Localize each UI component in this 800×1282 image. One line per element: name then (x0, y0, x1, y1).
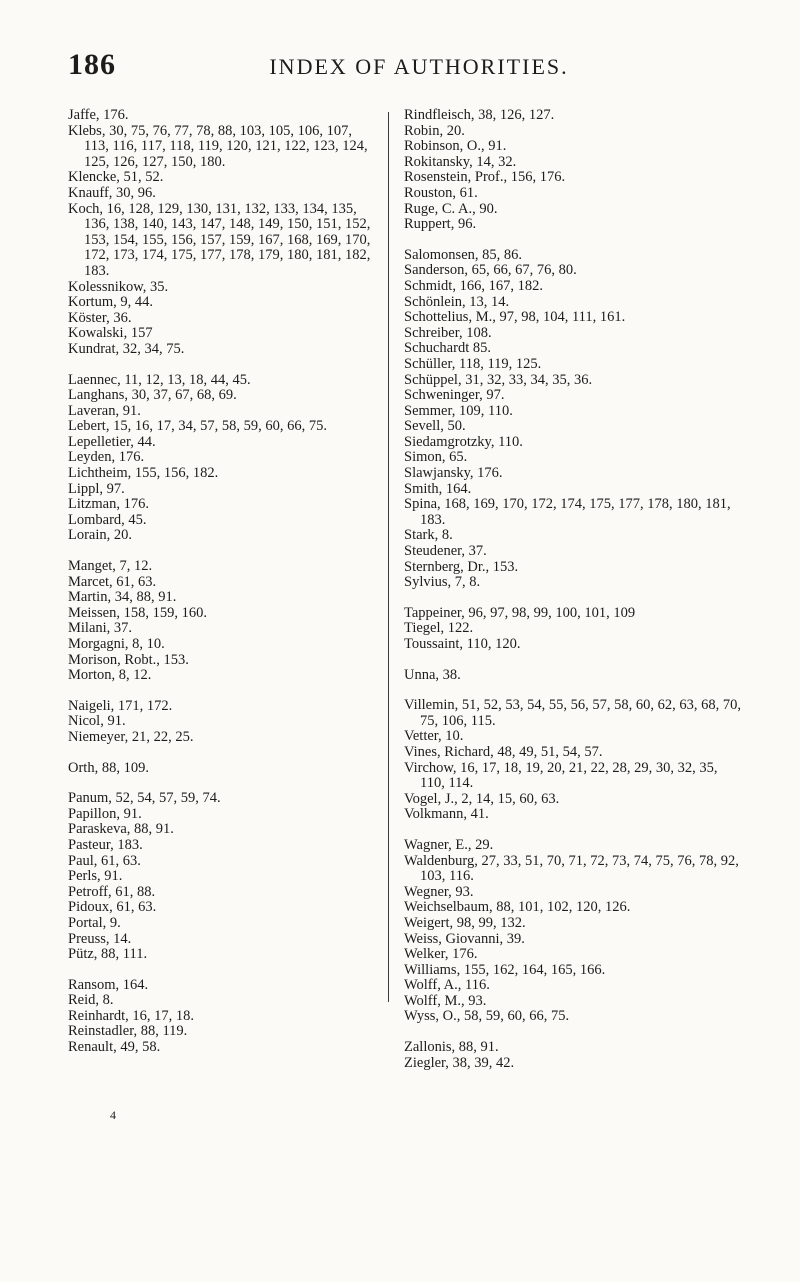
index-entry: Welker, 176. (404, 946, 478, 963)
index-entry: Langhans, 30, 37, 67, 68, 69. (68, 387, 237, 404)
index-letter-group (68, 791, 378, 963)
index-entry: Portal, 9. (68, 914, 121, 931)
index-entry: Wyss, O., 58, 59, 60, 66, 75. (404, 1008, 570, 1025)
index-entry: Steudener, 37. (404, 543, 487, 560)
index-entry: Sternberg, Dr., 153. (404, 558, 519, 575)
index-entry: Wagner, E., 29. (404, 836, 494, 853)
index-entry: Wegner, 93. (404, 883, 474, 900)
index-entry: Perls, 91. (68, 868, 123, 885)
index-entry: Weichselbaum, 88, 101, 102, 120, 126. (404, 899, 631, 916)
index-entry: Manget, 7, 12. (68, 558, 153, 575)
index-entry: Volkmann, 41. (404, 806, 489, 823)
index-entry: Reinstadler, 88, 119. (68, 1023, 188, 1040)
index-letter-group (68, 978, 378, 1056)
index-entry: Rindfleisch, 38, 126, 127. (404, 107, 555, 123)
index-entry: Wolff, M., 93. (404, 992, 487, 1009)
index-entry: Meissen, 158, 159, 160. (68, 604, 207, 621)
index-entry: Slawjansky, 176. (404, 465, 503, 482)
index-entry: Schönlein, 13, 14. (404, 293, 510, 310)
index-entry: Ziegler, 38, 39, 42. (404, 1054, 515, 1071)
index-letter-group (404, 108, 744, 233)
index-entry: Schottelius, M., 97, 98, 104, 111, 161. (404, 309, 626, 326)
index-entry: Salomonsen, 85, 86. (404, 246, 523, 263)
index-entry: Morison, Robt., 153. (68, 651, 189, 668)
index-entry: Rokitansky, 14, 32. (404, 153, 517, 170)
index-letter-group (404, 606, 744, 653)
index-entry: Siedamgrotzky, 110. (404, 433, 523, 450)
index-entry: Stark, 8. (404, 527, 453, 544)
index-entry: Waldenburg, 27, 33, 51, 70, 71, 72, 73, 74, 75, 76, 78, 92, 103, 116. (404, 852, 739, 885)
index-entry: Ransom, 164. (68, 976, 149, 993)
signature-mark: 4 (110, 1108, 116, 1122)
index-entry: Laennec, 11, 12, 13, 18, 44, 45. (68, 371, 251, 388)
index-entry: Lichtheim, 155, 156, 182. (68, 465, 219, 482)
index-entry: Williams, 155, 162, 164, 165, 166. (404, 961, 606, 978)
index-entry: Schweninger, 97. (404, 387, 505, 404)
index-entry: Rosenstein, Prof., 156, 176. (404, 169, 566, 186)
index-letter-group (404, 698, 744, 823)
index-entry: Knauff, 30, 96. (68, 184, 156, 201)
index-entry: Jaffe, 176. (68, 107, 129, 123)
index-column-right (404, 108, 744, 1086)
index-entry: Sanderson, 65, 66, 67, 76, 80. (404, 262, 577, 279)
index-entry: Wolff, A., 116. (404, 977, 490, 994)
index-entry: Panum, 52, 54, 57, 59, 74. (68, 790, 221, 807)
index-entry: Lombard, 45. (68, 511, 147, 528)
index-entry: Paul, 61, 63. (68, 852, 141, 869)
index-entry: Rouston, 61. (404, 184, 478, 201)
index-entry: Petroff, 61, 88. (68, 883, 156, 900)
index-entry: Vines, Richard, 48, 49, 51, 54, 57. (404, 743, 603, 760)
index-entry: Morgagni, 8, 10. (68, 636, 165, 652)
index-entry: Toussaint, 110, 120. (404, 636, 521, 652)
index-letter-group (68, 761, 378, 777)
index-entry: Schmidt, 166, 167, 182. (404, 277, 543, 294)
index-entry: Tappeiner, 96, 97, 98, 99, 100, 101, 109 (404, 604, 636, 621)
index-letter-group (68, 559, 378, 684)
index-entry: Lebert, 15, 16, 17, 34, 57, 58, 59, 60, 66, 75. (68, 418, 327, 435)
index-entry: Marcet, 61, 63. (68, 573, 157, 590)
index-entry: Simon, 65. (404, 449, 468, 466)
index-letter-group (68, 373, 378, 545)
index-entry: Schüppel, 31, 32, 33, 34, 35, 36. (404, 371, 593, 388)
index-entry: Paraskeva, 88, 91. (68, 821, 174, 838)
index-entry: Kowalski, 157 (68, 325, 153, 342)
index-entry: Weigert, 98, 99, 132. (404, 914, 526, 931)
index-entry: Reinhardt, 16, 17, 18. (68, 1007, 195, 1024)
index-entry: Pasteur, 183. (68, 836, 143, 853)
index-entry: Klencke, 51, 52. (68, 169, 164, 186)
index-entry: Schüller, 118, 119, 125. (404, 355, 542, 372)
index-entry: Lepelletier, 44. (68, 433, 156, 450)
index-entry: Vogel, J., 2, 14, 15, 60, 63. (404, 790, 560, 807)
index-entry: Villemin, 51, 52, 53, 54, 55, 56, 57, 58, 60, 62, 63, 68, 70, 75, 106, 115. (404, 697, 742, 729)
index-entry: Milani, 37. (68, 620, 133, 637)
index-entry: Naigeli, 171, 172. (68, 697, 173, 714)
index-entry: Tiegel, 122. (404, 620, 474, 637)
index-entry: Robin, 20. (404, 122, 465, 139)
index-entry: Koch, 16, 128, 129, 130, 131, 132, 133, 134, 135, 136, 138, 140, 143, 147, 148, 149, 150, 151, 152, 153, 154, 155, 156, 157, 159, 167, 168, 169, 170, 172, 173, 174, 175, 177, 178, 179, 180, 181, 182, 183. (68, 200, 371, 279)
index-entry: Weiss, Giovanni, 39. (404, 930, 525, 947)
index-entry: Virchow, 16, 17, 18, 19, 20, 21, 22, 28, 29, 30, 32, 35, 110, 114. (404, 759, 718, 792)
index-entry: Semmer, 109, 110. (404, 402, 513, 419)
index-entry: Klebs, 30, 75, 76, 77, 78, 88, 103, 105, 106, 107, 113, 116, 117, 118, 119, 120, 121, 122, 123, 124, 125, 126, 127, 150, 180. (68, 122, 368, 170)
index-entry: Ruppert, 96. (404, 216, 477, 233)
index-entry: Unna, 38. (404, 666, 461, 683)
index-entry: Niemeyer, 21, 22, 25. (68, 728, 194, 745)
index-column-left (68, 108, 378, 1071)
index-entry: Spina, 168, 169, 170, 172, 174, 175, 177, 178, 180, 181, 183. (404, 496, 731, 528)
index-entry: Ruge, C. A., 90. (404, 200, 498, 217)
index-letter-group (404, 1040, 744, 1071)
index-entry: Renault, 49, 58. (68, 1039, 161, 1056)
index-entry: Schuchardt 85. (404, 340, 491, 357)
index-entry: Robinson, O., 91. (404, 138, 507, 155)
index-entry: Pidoux, 61, 63. (68, 899, 157, 916)
index-letter-group (68, 699, 378, 746)
index-entry: Kortum, 9, 44. (68, 294, 153, 311)
index-entry: Reid, 8. (68, 992, 114, 1009)
page-header (68, 48, 730, 84)
index-entry: Schreiber, 108. (404, 324, 492, 341)
index-entry: Orth, 88, 109. (68, 759, 149, 776)
index-entry: Preuss, 14. (68, 930, 132, 947)
page-number: 186 (68, 48, 116, 81)
index-entry: Morton, 8, 12. (68, 667, 152, 684)
index-entry: Kundrat, 32, 34, 75. (68, 340, 185, 357)
index-entry: Lippl, 97. (68, 480, 125, 497)
index-letter-group (404, 838, 744, 1025)
index-entry: Litzman, 176. (68, 496, 149, 513)
index-entry: Laveran, 91. (68, 402, 141, 419)
index-entry: Pütz, 88, 111. (68, 946, 148, 963)
index-entry: Lorain, 20. (68, 527, 133, 544)
index-letter-group (404, 248, 744, 591)
index-entry: Sevell, 50. (404, 418, 466, 435)
index-entry: Sylvius, 7, 8. (404, 574, 481, 591)
column-divider (388, 112, 389, 1002)
index-entry: Smith, 164. (404, 480, 472, 497)
index-entry: Nicol, 91. (68, 713, 126, 730)
index-entry: Kolessnikow, 35. (68, 278, 169, 295)
page-title: INDEX OF AUTHORITIES. (269, 54, 569, 79)
index-entry: Köster, 36. (68, 309, 132, 326)
index-entry: Vetter, 10. (404, 728, 464, 745)
index-entry: Papillon, 91. (68, 805, 142, 822)
index-entry: Martin, 34, 88, 91. (68, 589, 177, 606)
index-entry: Leyden, 176. (68, 449, 145, 466)
index-entry: Zallonis, 88, 91. (404, 1039, 499, 1056)
index-letter-group (68, 108, 378, 358)
index-letter-group (404, 668, 744, 684)
